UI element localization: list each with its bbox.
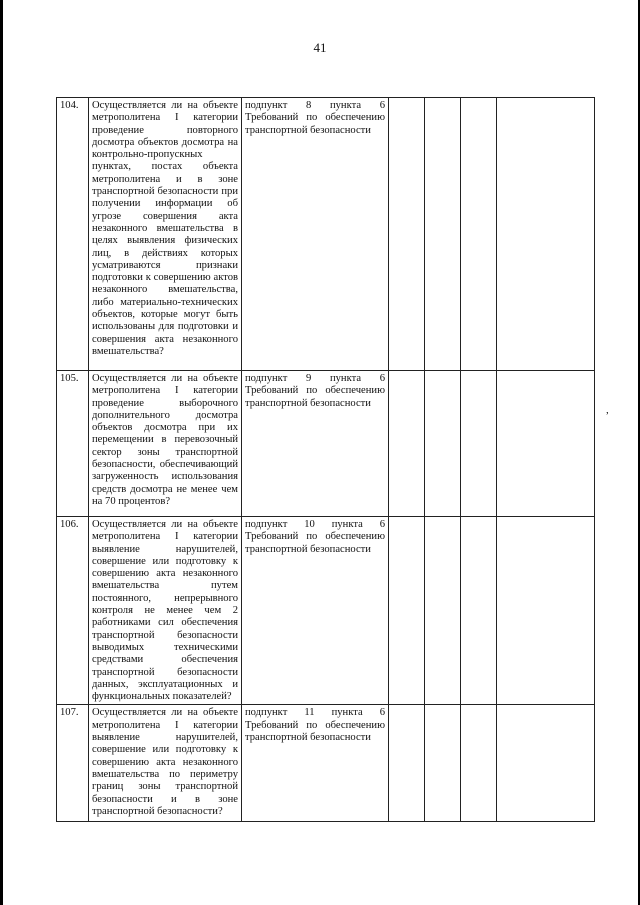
row-number: 104. xyxy=(57,98,89,371)
legal-reference: подпункт 8 пункта 6 Требований по обеспечению транспортной безопасности xyxy=(242,98,389,371)
question-text: Осуществляется ли на объекте метрополитена I категории проведение выборочного дополнительного досмотра объектов досмотра при их перемещении в перевозочный сектор зоны транспортной безопасности, обеспечивающий загруженность использования средств досмотра не менее чем на 70 процентов? xyxy=(89,371,242,517)
answer-cell-no[interactable] xyxy=(425,371,461,517)
question-text: Осуществляется ли на объекте метрополитена I категории проведение повторного досмотра объектов досмотра на контрольно-пропускных пунктах, постах объекта метрополитена и в зоне транспортной безопасности при получении информации об угрозе совершения акта незаконного вмешательства в целях выявления физических лиц, в действиях которых усматриваются признаки подготовки к совершению актов незаконного вмешательства, либо материально-технических объектов, которые могут быть использованы для подготовки и совершения акта незаконного вмешательства? xyxy=(89,98,242,371)
table-row xyxy=(57,371,595,517)
answer-cell-no[interactable] xyxy=(425,517,461,705)
table-row xyxy=(57,517,595,705)
comment-cell[interactable] xyxy=(497,517,595,705)
legal-reference: подпункт 11 пункта 6 Требований по обеспечению транспортной безопасности xyxy=(242,705,389,822)
legal-reference: подпункт 9 пункта 6 Требований по обеспечению транспортной безопасности xyxy=(242,371,389,517)
checklist-table xyxy=(56,97,595,822)
page-number: 41 xyxy=(313,40,327,55)
row-number: 105. xyxy=(57,371,89,517)
row-number: 107. xyxy=(57,705,89,822)
answer-cell-no[interactable] xyxy=(425,705,461,822)
answer-cell-na[interactable] xyxy=(461,98,497,371)
scan-edge-left xyxy=(0,0,3,905)
answer-cell-yes[interactable] xyxy=(389,705,425,822)
answer-cell-yes[interactable] xyxy=(389,98,425,371)
table-row xyxy=(57,98,595,371)
answer-cell-na[interactable] xyxy=(461,371,497,517)
answer-cell-yes[interactable] xyxy=(389,517,425,705)
comment-cell[interactable] xyxy=(497,705,595,822)
answer-cell-na[interactable] xyxy=(461,517,497,705)
legal-reference: подпункт 10 пункта 6 Требований по обеспечению транспортной безопасности xyxy=(242,517,389,705)
table-row xyxy=(57,705,595,822)
answer-cell-no[interactable] xyxy=(425,98,461,371)
question-text: Осуществляется ли на объекте метрополитена I категории выявление нарушителей, совершение или подготовку к совершению акта незаконного вмешательства путем постоянного, непрерывного контроля не менее чем 2 работниками сил обеспечения транспортной безопасности выводимых техническими средствами обеспечения транспортной безопасности данных, эксплуатационных и функциональных показателей? xyxy=(89,517,242,705)
comment-cell[interactable] xyxy=(497,98,595,371)
stray-mark: , xyxy=(606,404,609,416)
question-text: Осуществляется ли на объекте метрополитена I категории выявление нарушителей, совершение или подготовку к совершению акта незаконного вмешательства по периметру границ зоны транспортной безопасности и в зоне транспортной безопасности? xyxy=(89,705,242,822)
comment-cell[interactable] xyxy=(497,371,595,517)
answer-cell-na[interactable] xyxy=(461,705,497,822)
row-number: 106. xyxy=(57,517,89,705)
answer-cell-yes[interactable] xyxy=(389,371,425,517)
